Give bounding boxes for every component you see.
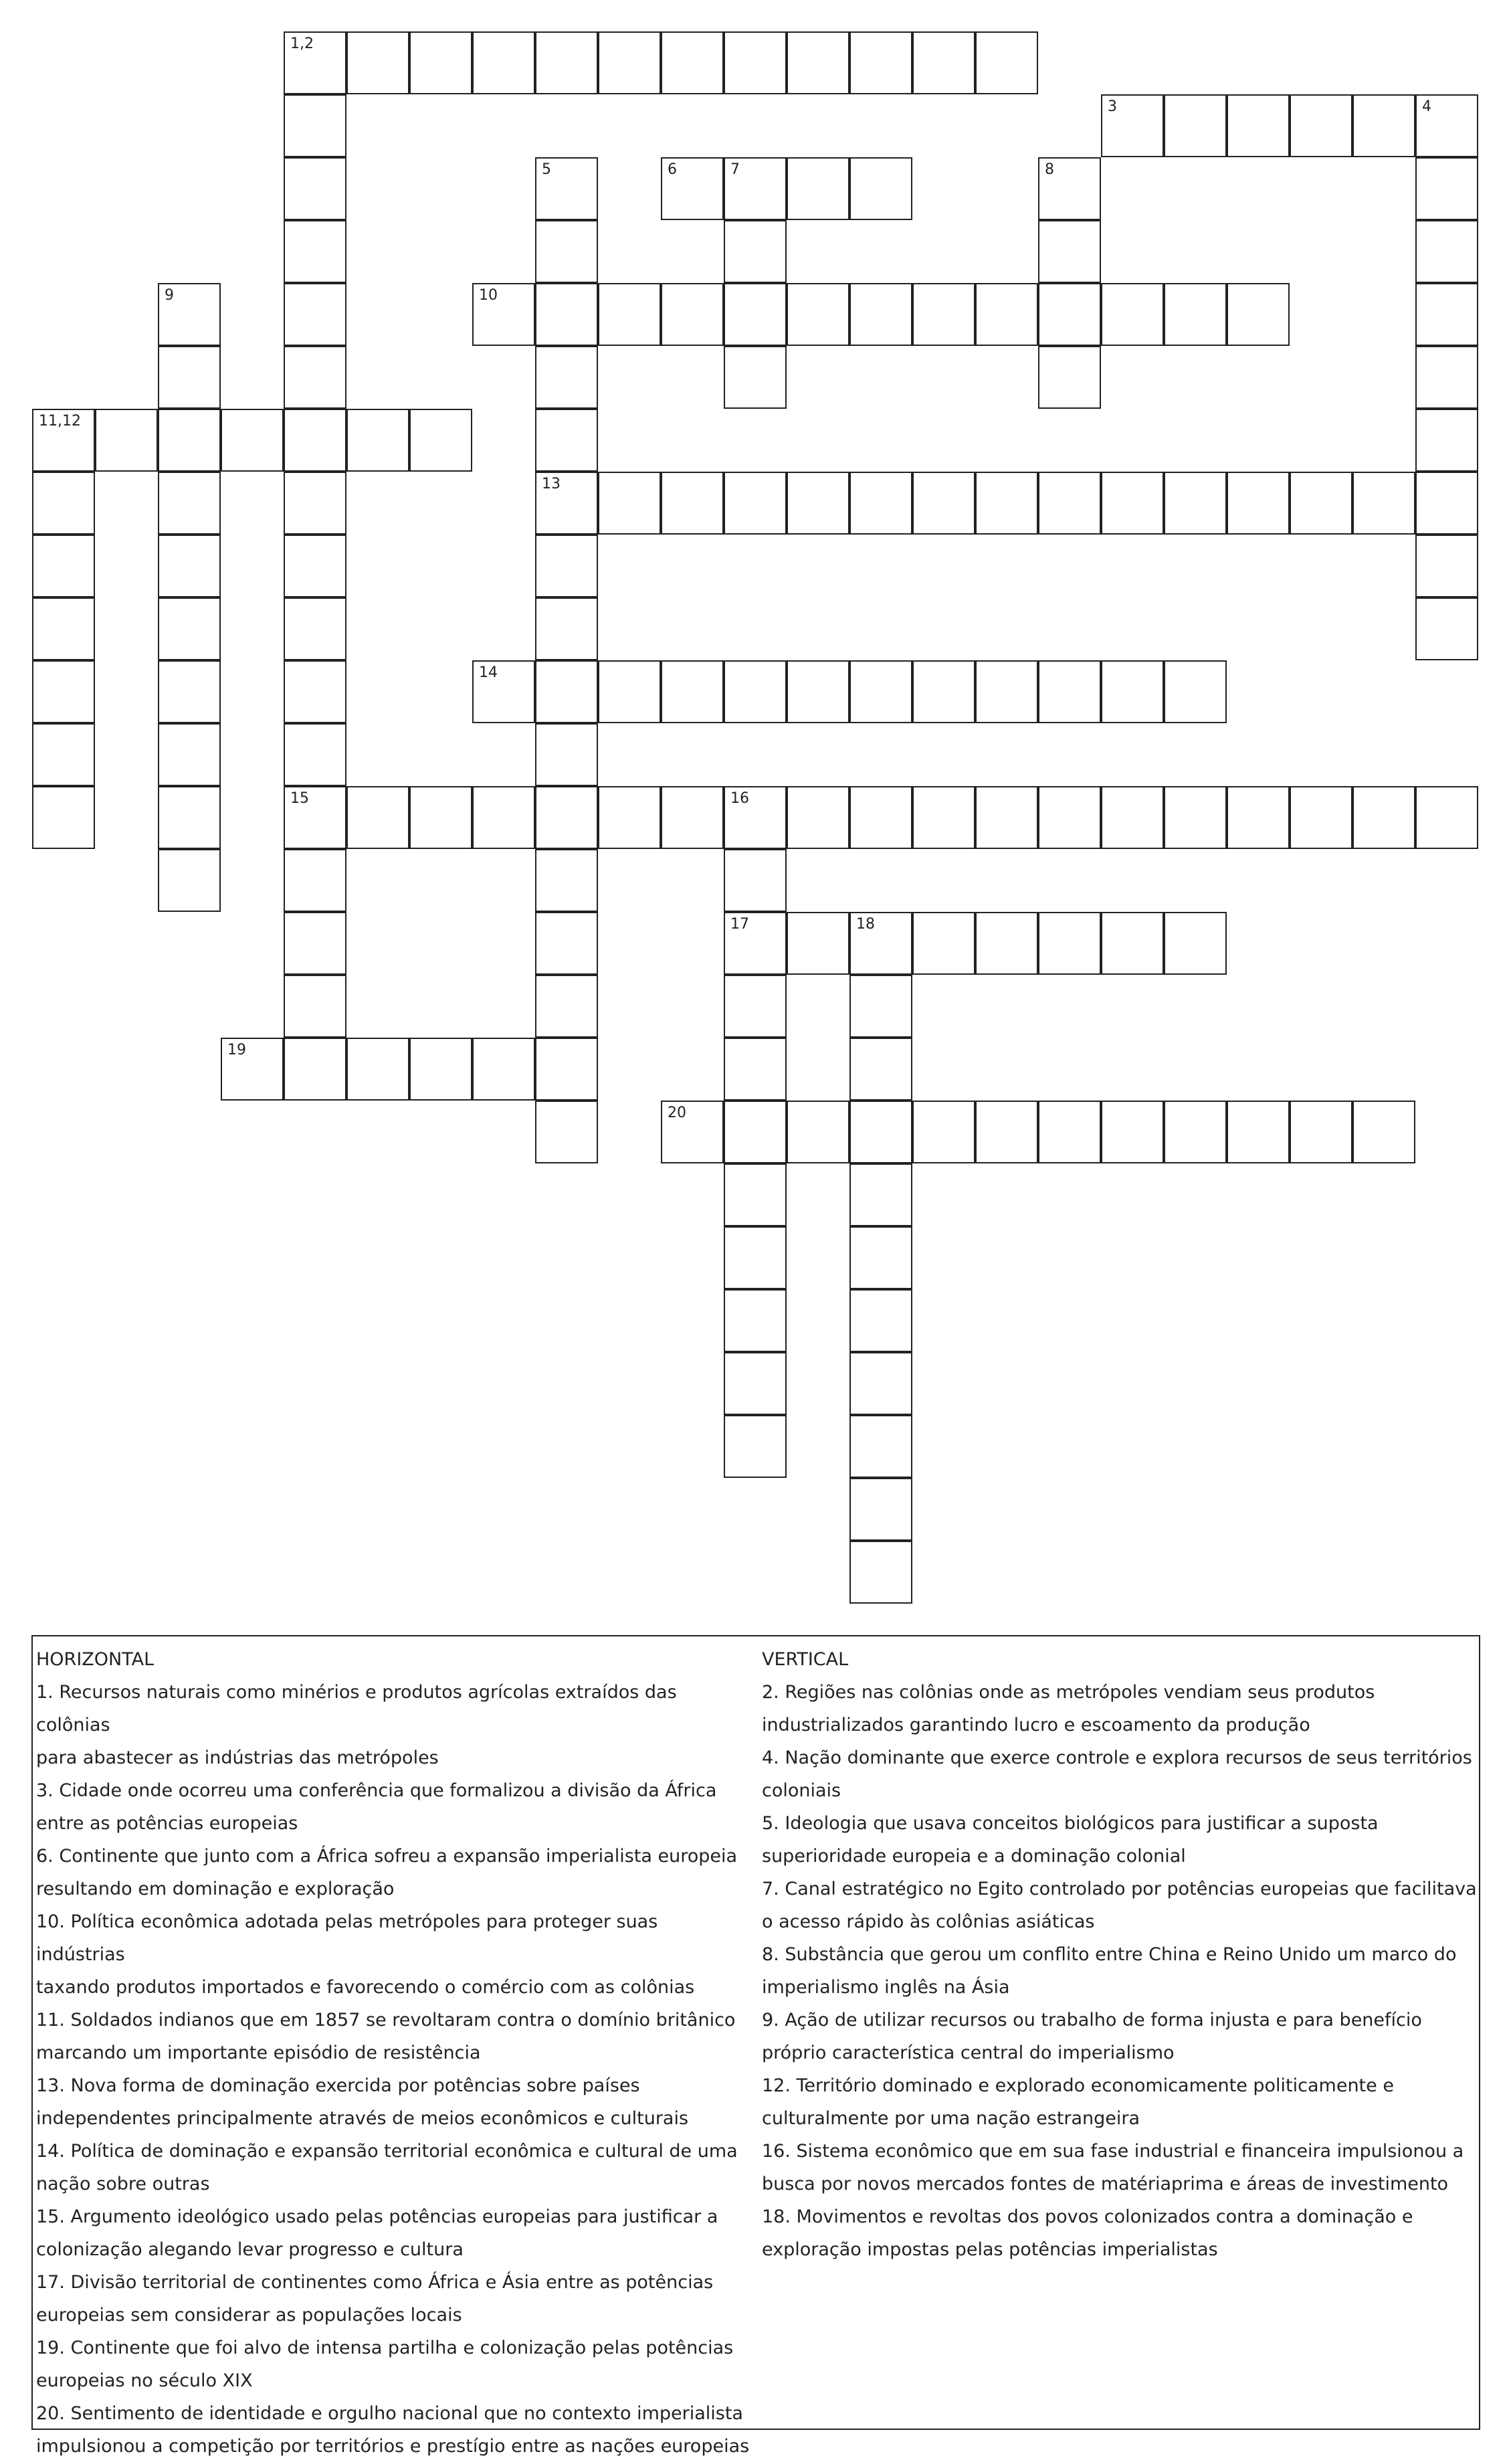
- crossword-cell[interactable]: [849, 472, 912, 535]
- crossword-cell[interactable]: [661, 283, 724, 346]
- horizontal-clue-list: [36, 1676, 752, 2463]
- crossword-cell[interactable]: [1101, 94, 1164, 157]
- crossword-cell[interactable]: [724, 31, 787, 94]
- crossword-cell[interactable]: [284, 409, 346, 472]
- crossword-cell[interactable]: [849, 1352, 912, 1415]
- crossword-cell[interactable]: [1164, 1101, 1227, 1163]
- crossword-cell[interactable]: [1038, 660, 1101, 723]
- clue-number: 1,2: [290, 35, 314, 52]
- horizontal-clue-line: 11. Soldados indianos que em 1857 se revoltaram contra o domínio britânico: [36, 2010, 736, 2030]
- crossword-cell[interactable]: [95, 409, 158, 472]
- crossword-cell[interactable]: [975, 472, 1038, 535]
- horizontal-title: HORIZONTAL: [36, 1649, 155, 1670]
- crossword-cell[interactable]: [849, 1163, 912, 1226]
- crossword-cell[interactable]: [1227, 472, 1290, 535]
- crossword-cell[interactable]: [284, 94, 346, 157]
- clue-number: 3: [1108, 98, 1117, 115]
- crossword-cell[interactable]: [1352, 786, 1415, 849]
- crossword-cell[interactable]: [32, 597, 95, 660]
- clue-number: 20: [668, 1105, 686, 1121]
- crossword-cell[interactable]: [912, 472, 975, 535]
- crossword-cell[interactable]: [1101, 1101, 1164, 1163]
- vertical-clue-line: o acesso rápido às colônias asiáticas: [762, 1911, 1095, 1932]
- crossword-cell[interactable]: [158, 723, 221, 786]
- crossword-cell[interactable]: [724, 472, 787, 535]
- crossword-cell[interactable]: [1101, 786, 1164, 849]
- horizontal-clue-line: independentes principalmente através de meios econômicos e culturais: [36, 2108, 689, 2129]
- crossword-cell[interactable]: [1415, 472, 1478, 535]
- crossword-cell[interactable]: [849, 786, 912, 849]
- crossword-cell[interactable]: [1101, 472, 1164, 535]
- crossword-cell[interactable]: [535, 220, 598, 283]
- crossword-cell[interactable]: [158, 472, 221, 535]
- crossword-cell[interactable]: [1164, 786, 1227, 849]
- crossword-cell[interactable]: [1290, 94, 1352, 157]
- horizontal-clue-line: 13. Nova forma de dominação exercida por potências sobre países: [36, 2075, 640, 2096]
- crossword-cell[interactable]: [535, 975, 598, 1038]
- crossword-cell[interactable]: [787, 786, 849, 849]
- clue-number: 14: [479, 664, 498, 681]
- crossword-cell[interactable]: [1038, 283, 1101, 346]
- crossword-cell[interactable]: [221, 1038, 284, 1101]
- crossword-cell[interactable]: [535, 723, 598, 786]
- vertical-clue-line: 9. Ação de utilizar recursos ou trabalho de forma injusta e para benefício: [762, 2010, 1422, 2030]
- horizontal-clue-line: 1. Recursos naturais como minérios e produtos agrícolas extraídos das colônias: [36, 1682, 677, 1735]
- crossword-cell[interactable]: [661, 157, 724, 220]
- crossword-cell[interactable]: [1101, 912, 1164, 975]
- crossword-cell[interactable]: [849, 1101, 912, 1163]
- crossword-cell[interactable]: [598, 786, 661, 849]
- crossword-cell[interactable]: [1415, 535, 1478, 597]
- vertical-clue-line: próprio característica central do imperialismo: [762, 2043, 1175, 2063]
- crossword-cell[interactable]: [158, 346, 221, 409]
- horizontal-clue-line: para abastecer as indústrias das metrópoles: [36, 1747, 439, 1768]
- horizontal-clue-line: nação sobre outras: [36, 2174, 210, 2194]
- crossword-cell[interactable]: [535, 283, 598, 346]
- crossword-cell[interactable]: [535, 912, 598, 975]
- crossword-cell[interactable]: [724, 1352, 787, 1415]
- crossword-cell[interactable]: [849, 157, 912, 220]
- crossword-cell[interactable]: [975, 283, 1038, 346]
- crossword-cell[interactable]: [849, 660, 912, 723]
- crossword-cell[interactable]: [158, 535, 221, 597]
- crossword-cell[interactable]: [284, 220, 346, 283]
- crossword-cell[interactable]: [1415, 220, 1478, 283]
- crossword-cell[interactable]: [724, 157, 787, 220]
- crossword-cell[interactable]: [787, 283, 849, 346]
- crossword-cell[interactable]: [1164, 283, 1227, 346]
- vertical-clue-line: 7. Canal estratégico no Egito controlado por potências europeias que facilitava: [762, 1879, 1477, 1899]
- crossword-cell[interactable]: [975, 786, 1038, 849]
- crossword-cell[interactable]: [912, 786, 975, 849]
- crossword-cell[interactable]: [1415, 786, 1478, 849]
- crossword-cell[interactable]: [598, 283, 661, 346]
- crossword-cell[interactable]: [724, 975, 787, 1038]
- crossword-cell[interactable]: [912, 660, 975, 723]
- horizontal-clue-line: europeias sem considerar as populações locais: [36, 2305, 462, 2326]
- crossword-cell[interactable]: [221, 409, 284, 472]
- crossword-cell[interactable]: [661, 786, 724, 849]
- crossword-cell[interactable]: [1227, 786, 1290, 849]
- vertical-clue-line: 4. Nação dominante que exerce controle e explora recursos de seus territórios: [762, 1747, 1472, 1768]
- crossword-cell[interactable]: [32, 723, 95, 786]
- crossword-cell[interactable]: [32, 472, 95, 535]
- horizontal-clue-line: 6. Continente que junto com a África sofreu a expansão imperialista europeia: [36, 1846, 738, 1867]
- vertical-clue-line: busca por novos mercados fontes de matériaprima e áreas de investimento: [762, 2174, 1449, 2194]
- horizontal-clue-line: 20. Sentimento de identidade e orgulho nacional que no contexto imperialista: [36, 2403, 743, 2424]
- crossword-cell[interactable]: [1101, 283, 1164, 346]
- crossword-cell[interactable]: [158, 597, 221, 660]
- vertical-clue-line: industrializados garantindo lucro e escoamento da produção: [762, 1715, 1310, 1735]
- crossword-cell[interactable]: [1415, 94, 1478, 157]
- crossword-cell[interactable]: [849, 1038, 912, 1101]
- crossword-cell[interactable]: [1038, 1101, 1101, 1163]
- vertical-clue-line: imperialismo inglês na Ásia: [762, 1977, 1010, 1998]
- crossword-cell[interactable]: [1290, 786, 1352, 849]
- crossword-cell[interactable]: [409, 409, 472, 472]
- vertical-clue-line: 2. Regiões nas colônias onde as metrópoles vendiam seus produtos: [762, 1682, 1375, 1703]
- crossword-cell[interactable]: [661, 31, 724, 94]
- vertical-clue-line: 18. Movimentos e revoltas dos povos colonizados contra a dominação e: [762, 2206, 1413, 2227]
- crossword-cell[interactable]: [1352, 472, 1415, 535]
- vertical-clue-line: exploração impostas pelas potências imperialistas: [762, 2239, 1218, 2260]
- crossword-cell[interactable]: [724, 1038, 787, 1101]
- crossword-cell[interactable]: [346, 409, 409, 472]
- crossword-cell[interactable]: [1164, 912, 1227, 975]
- horizontal-clues: [36, 1643, 752, 2463]
- crossword-cell[interactable]: [849, 912, 912, 975]
- clue-number: 8: [1045, 161, 1054, 178]
- crossword-cell[interactable]: [346, 786, 409, 849]
- crossword-cell[interactable]: [1038, 786, 1101, 849]
- crossword-cell[interactable]: [535, 849, 598, 912]
- horizontal-clue-line: entre as potências europeias: [36, 1813, 298, 1834]
- crossword-cell[interactable]: [346, 31, 409, 94]
- crossword-cell[interactable]: [472, 283, 535, 346]
- horizontal-clue-line: resultando em dominação e exploração: [36, 1879, 395, 1899]
- crossword-cell[interactable]: [32, 535, 95, 597]
- crossword-cell[interactable]: [787, 660, 849, 723]
- crossword-cell[interactable]: [284, 472, 346, 535]
- vertical-clues: [762, 1643, 1478, 2266]
- crossword-cell[interactable]: [849, 31, 912, 94]
- vertical-clue-line: 8. Substância que gerou um conflito entre China e Reino Unido um marco do: [762, 1944, 1457, 1965]
- crossword-cell[interactable]: [284, 157, 346, 220]
- crossword-cell[interactable]: [975, 31, 1038, 94]
- clue-number: 10: [479, 287, 498, 304]
- crossword-cell[interactable]: [787, 157, 849, 220]
- crossword-cell[interactable]: [912, 283, 975, 346]
- vertical-clue-line: culturalmente por uma nação estrangeira: [762, 2108, 1140, 2129]
- crossword-cell[interactable]: [1101, 660, 1164, 723]
- clue-number: 7: [730, 161, 740, 178]
- crossword-cell[interactable]: [598, 472, 661, 535]
- crossword-cell[interactable]: [1290, 472, 1352, 535]
- crossword-cell[interactable]: [284, 1038, 346, 1101]
- crossword-cell[interactable]: [284, 723, 346, 786]
- crossword-cell[interactable]: [724, 1163, 787, 1226]
- horizontal-clue-line: taxando produtos importados e favorecendo o comércio com as colônias: [36, 1977, 695, 1998]
- crossword-cell[interactable]: [472, 660, 535, 723]
- crossword-cell[interactable]: [598, 31, 661, 94]
- crossword-cell[interactable]: [1415, 157, 1478, 220]
- crossword-cell[interactable]: [284, 786, 346, 849]
- horizontal-clue-line: marcando um importante episódio de resistência: [36, 2043, 481, 2063]
- crossword-cell[interactable]: [1227, 94, 1290, 157]
- crossword-cell[interactable]: [1352, 94, 1415, 157]
- crossword-cell[interactable]: [787, 472, 849, 535]
- clue-number: 4: [1422, 98, 1431, 115]
- crossword-cell[interactable]: [32, 660, 95, 723]
- crossword-cell[interactable]: [849, 1289, 912, 1352]
- crossword-cell[interactable]: [724, 283, 787, 346]
- crossword-cell[interactable]: [1352, 1101, 1415, 1163]
- crossword-cell[interactable]: [724, 220, 787, 283]
- crossword-cell[interactable]: [158, 283, 221, 346]
- crossword-cell[interactable]: [472, 1038, 535, 1101]
- crossword-cell[interactable]: [849, 975, 912, 1038]
- vertical-clue-line: 5. Ideologia que usava conceitos biológicos para justificar a suposta: [762, 1813, 1379, 1834]
- horizontal-clue-line: 10. Política econômica adotada pelas metrópoles para proteger suas indústrias: [36, 1911, 658, 1965]
- crossword-cell[interactable]: [1415, 283, 1478, 346]
- horizontal-clue-line: colonização alegando levar progresso e cultura: [36, 2239, 464, 2260]
- crossword-cell[interactable]: [975, 660, 1038, 723]
- crossword-cell[interactable]: [787, 912, 849, 975]
- clue-number: 6: [668, 161, 677, 178]
- crossword-cell[interactable]: [849, 1478, 912, 1541]
- crossword-cell[interactable]: [598, 660, 661, 723]
- crossword-cell[interactable]: [975, 912, 1038, 975]
- clue-number: 15: [290, 790, 309, 807]
- crossword-cell[interactable]: [535, 31, 598, 94]
- crossword-cell[interactable]: [535, 597, 598, 660]
- crossword-cell[interactable]: [535, 346, 598, 409]
- crossword-cell[interactable]: [1164, 472, 1227, 535]
- crossword-cell[interactable]: [32, 786, 95, 849]
- crossword-cell[interactable]: [284, 849, 346, 912]
- crossword-cell[interactable]: [724, 346, 787, 409]
- crossword-cell[interactable]: [472, 786, 535, 849]
- crossword-cell[interactable]: [284, 975, 346, 1038]
- crossword-cell[interactable]: [158, 786, 221, 849]
- crossword-cell[interactable]: [1415, 409, 1478, 472]
- crossword-cell[interactable]: [1038, 220, 1101, 283]
- horizontal-clue-line: 19. Continente que foi alvo de intensa partilha e colonização pelas potências: [36, 2338, 734, 2358]
- crossword-cell[interactable]: [912, 31, 975, 94]
- crossword-cell[interactable]: [661, 1101, 724, 1163]
- vertical-clue-line: 12. Território dominado e explorado economicamente politicamente e: [762, 2075, 1394, 2096]
- crossword-cell[interactable]: [849, 1226, 912, 1289]
- crossword-cell[interactable]: [535, 786, 598, 849]
- vertical-clue-line: 16. Sistema econômico que em sua fase industrial e financeira impulsionou a: [762, 2141, 1464, 2162]
- horizontal-clue-line: impulsionou a competição por territórios e prestígio entre as nações europeias: [36, 2436, 750, 2457]
- horizontal-clue-line: 14. Política de dominação e expansão territorial econômica e cultural de uma: [36, 2141, 738, 2162]
- crossword-cell[interactable]: [284, 597, 346, 660]
- crossword-cell[interactable]: [1164, 94, 1227, 157]
- crossword-cell[interactable]: [284, 31, 346, 94]
- horizontal-clue-line: 17. Divisão territorial de continentes como África e Ásia entre as potências: [36, 2272, 714, 2293]
- clue-number: 19: [227, 1042, 246, 1058]
- crossword-cell[interactable]: [284, 912, 346, 975]
- crossword-cell[interactable]: [724, 1226, 787, 1289]
- crossword-cell[interactable]: [724, 786, 787, 849]
- crossword-cell[interactable]: [284, 660, 346, 723]
- crossword-cell[interactable]: [724, 1415, 787, 1478]
- crossword-cell[interactable]: [661, 472, 724, 535]
- crossword-cell[interactable]: [1038, 346, 1101, 409]
- crossword-cell[interactable]: [849, 1415, 912, 1478]
- crossword-cell[interactable]: [1415, 597, 1478, 660]
- crossword-cell[interactable]: [535, 157, 598, 220]
- crossword-cell[interactable]: [724, 912, 787, 975]
- horizontal-clue-line: europeias no século XIX: [36, 2370, 253, 2391]
- crossword-cell[interactable]: [535, 472, 598, 535]
- crossword-cell[interactable]: [975, 1101, 1038, 1163]
- crossword-cell[interactable]: [535, 1101, 598, 1163]
- crossword-cell[interactable]: [724, 1289, 787, 1352]
- crossword-cell[interactable]: [284, 346, 346, 409]
- crossword-cell[interactable]: [535, 409, 598, 472]
- crossword-cell[interactable]: [1038, 912, 1101, 975]
- crossword-cell[interactable]: [724, 660, 787, 723]
- crossword-cell[interactable]: [409, 1038, 472, 1101]
- crossword-cell[interactable]: [409, 786, 472, 849]
- clue-number: 18: [856, 916, 875, 933]
- vertical-clue-list: [762, 1676, 1478, 2266]
- crossword-cell[interactable]: [787, 1101, 849, 1163]
- clue-number: 17: [730, 916, 749, 933]
- crossword-cell[interactable]: [849, 1541, 912, 1604]
- crossword-cell[interactable]: [535, 1038, 598, 1101]
- clue-number: 13: [542, 476, 561, 492]
- crossword-cell[interactable]: [724, 849, 787, 912]
- crossword-cell[interactable]: [32, 409, 95, 472]
- vertical-title: VERTICAL: [762, 1649, 849, 1670]
- clue-number: 11,12: [39, 413, 81, 430]
- crossword-cell[interactable]: [158, 409, 221, 472]
- crossword-cell[interactable]: [1227, 283, 1290, 346]
- crossword-cell[interactable]: [912, 912, 975, 975]
- crossword-cell[interactable]: [1290, 1101, 1352, 1163]
- horizontal-clue-line: 3. Cidade onde ocorreu uma conferência que formalizou a divisão da África: [36, 1780, 717, 1801]
- clue-number: 16: [730, 790, 749, 807]
- crossword-cell[interactable]: [284, 283, 346, 346]
- crossword-cell[interactable]: [535, 535, 598, 597]
- clue-number: 9: [165, 287, 174, 304]
- crossword-cell[interactable]: [849, 283, 912, 346]
- crossword-cell[interactable]: [409, 31, 472, 94]
- crossword-cell[interactable]: [1227, 1101, 1290, 1163]
- vertical-clue-line: superioridade europeia e a dominação colonial: [762, 1846, 1186, 1867]
- crossword-cell[interactable]: [158, 660, 221, 723]
- crossword-cell[interactable]: [1038, 157, 1101, 220]
- crossword-cell[interactable]: [535, 660, 598, 723]
- clue-number: 5: [542, 161, 551, 178]
- crossword-cell[interactable]: [346, 1038, 409, 1101]
- crossword-cell[interactable]: [724, 1101, 787, 1163]
- horizontal-clue-line: 15. Argumento ideológico usado pelas potências europeias para justificar a: [36, 2206, 718, 2227]
- crossword-cell[interactable]: [787, 31, 849, 94]
- crossword-cell[interactable]: [912, 1101, 975, 1163]
- crossword-cell[interactable]: [1415, 346, 1478, 409]
- crossword-cell[interactable]: [661, 660, 724, 723]
- crossword-cell[interactable]: [1164, 660, 1227, 723]
- vertical-clue-line: coloniais: [762, 1780, 841, 1801]
- crossword-cell[interactable]: [1038, 472, 1101, 535]
- crossword-cell[interactable]: [158, 849, 221, 912]
- crossword-cell[interactable]: [284, 535, 346, 597]
- crossword-cell[interactable]: [472, 31, 535, 94]
- clues-panel: [31, 1635, 1480, 2457]
